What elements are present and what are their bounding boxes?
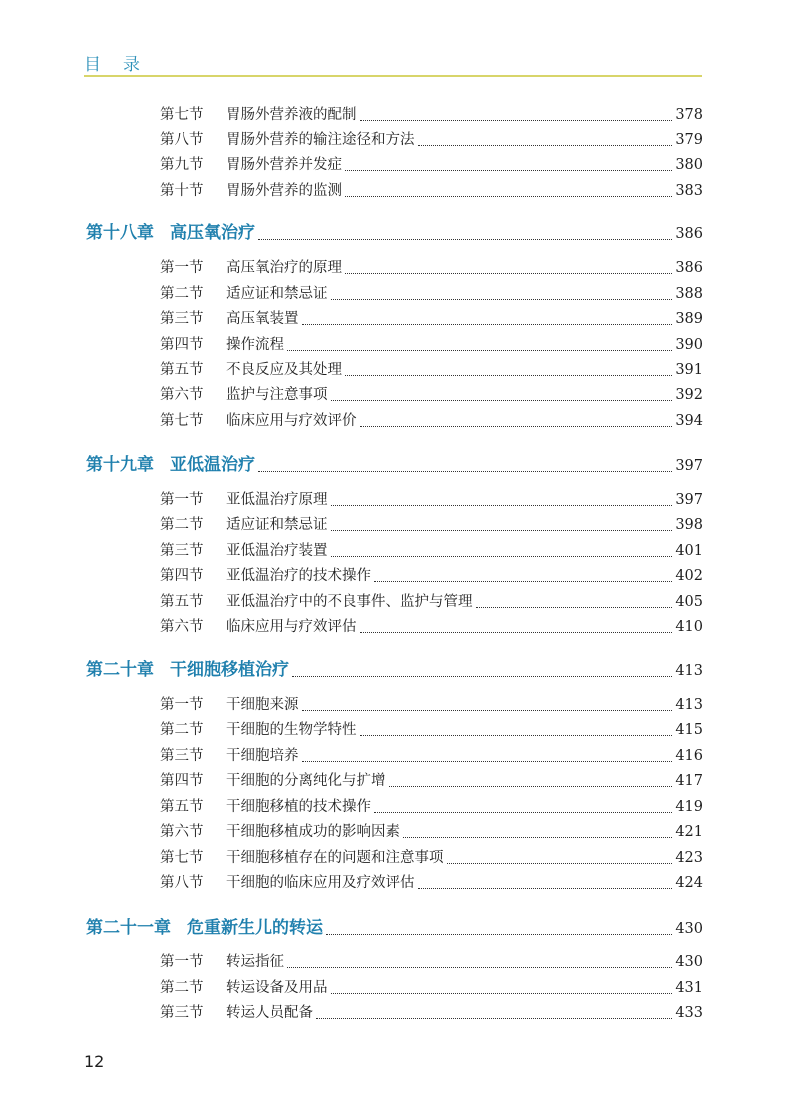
chapter-number: 第二十章 bbox=[86, 660, 154, 680]
header-title: 目录 bbox=[84, 55, 162, 75]
toc-chapter-entry[interactable] bbox=[86, 218, 703, 244]
section-number: 第九节 bbox=[160, 157, 204, 173]
section-number: 第七节 bbox=[160, 850, 204, 866]
section-number: 第一节 bbox=[160, 492, 204, 508]
leader-dots bbox=[447, 863, 673, 864]
leader-dots bbox=[331, 505, 673, 506]
section-number: 第三节 bbox=[160, 748, 204, 764]
page-number: 397 bbox=[675, 458, 703, 474]
section-number: 第六节 bbox=[160, 824, 204, 840]
section-number: 第四节 bbox=[160, 337, 204, 353]
section-title: 适应证和禁忌证 bbox=[226, 286, 328, 302]
leader-dots bbox=[292, 676, 672, 677]
toc-section-entry[interactable] bbox=[160, 820, 703, 842]
page-number: 392 bbox=[675, 387, 703, 403]
toc-section-entry[interactable] bbox=[160, 409, 703, 431]
chapter-title: 高压氧治疗 bbox=[170, 223, 255, 243]
section-title: 临床应用与疗效评估 bbox=[226, 619, 357, 635]
page-number: 397 bbox=[675, 492, 703, 508]
page-number: 398 bbox=[675, 517, 703, 533]
page-number: 383 bbox=[675, 183, 703, 199]
section-number: 第五节 bbox=[160, 594, 204, 610]
toc-section-entry[interactable] bbox=[160, 693, 703, 715]
chapter-number: 第十九章 bbox=[86, 455, 154, 475]
leader-dots bbox=[345, 273, 672, 274]
section-title: 不良反应及其处理 bbox=[226, 362, 342, 378]
leader-dots bbox=[302, 710, 673, 711]
section-number: 第三节 bbox=[160, 543, 204, 559]
toc-section-entry[interactable] bbox=[160, 153, 703, 175]
section-title: 亚低温治疗装置 bbox=[226, 543, 328, 559]
section-title: 亚低温治疗原理 bbox=[226, 492, 328, 508]
toc-chapter-entry[interactable] bbox=[86, 655, 703, 681]
toc-section-entry[interactable] bbox=[160, 1001, 703, 1023]
leader-dots bbox=[418, 145, 673, 146]
toc-section-entry[interactable] bbox=[160, 718, 703, 740]
leader-dots bbox=[403, 837, 672, 838]
toc-section-entry[interactable] bbox=[160, 590, 703, 612]
section-number: 第二节 bbox=[160, 286, 204, 302]
page-number: 417 bbox=[675, 773, 703, 789]
leader-dots bbox=[374, 812, 672, 813]
section-title: 胃肠外营养并发症 bbox=[226, 157, 342, 173]
section-number: 第六节 bbox=[160, 619, 204, 635]
section-title: 监护与注意事项 bbox=[226, 387, 328, 403]
leader-dots bbox=[287, 967, 672, 968]
toc-section-entry[interactable] bbox=[160, 383, 703, 405]
page-number: 431 bbox=[675, 980, 703, 996]
section-title: 干细胞的生物学特性 bbox=[226, 722, 357, 738]
leader-dots bbox=[302, 761, 673, 762]
footer-page-number: 12 bbox=[84, 1052, 105, 1071]
section-number: 第六节 bbox=[160, 387, 204, 403]
section-title: 干细胞的临床应用及疗效评估 bbox=[226, 875, 415, 891]
section-number: 第八节 bbox=[160, 875, 204, 891]
page-number: 423 bbox=[675, 850, 703, 866]
page-number: 379 bbox=[675, 132, 703, 148]
toc-section-entry[interactable] bbox=[160, 358, 703, 380]
leader-dots bbox=[360, 426, 673, 427]
toc-section-entry[interactable] bbox=[160, 795, 703, 817]
page-number: 413 bbox=[675, 663, 703, 679]
section-title: 干细胞的分离纯化与扩增 bbox=[226, 773, 386, 789]
leader-dots bbox=[360, 735, 673, 736]
leader-dots bbox=[258, 239, 672, 240]
section-number: 第三节 bbox=[160, 311, 204, 327]
leader-dots bbox=[326, 934, 672, 935]
chapter-number: 第二十一章 bbox=[86, 918, 171, 938]
leader-dots bbox=[331, 299, 673, 300]
section-title: 胃肠外营养液的配制 bbox=[226, 107, 357, 123]
section-number: 第十节 bbox=[160, 183, 204, 199]
section-number: 第七节 bbox=[160, 413, 204, 429]
toc-section-entry[interactable] bbox=[160, 539, 703, 561]
leader-dots bbox=[331, 993, 673, 994]
section-title: 适应证和禁忌证 bbox=[226, 517, 328, 533]
page-number: 390 bbox=[675, 337, 703, 353]
page-number: 378 bbox=[675, 107, 703, 123]
section-title: 干细胞来源 bbox=[226, 697, 299, 713]
leader-dots bbox=[331, 530, 673, 531]
section-title: 亚低温治疗中的不良事件、监护与管理 bbox=[226, 594, 473, 610]
page-number: 433 bbox=[675, 1005, 703, 1021]
chapter-title: 危重新生儿的转运 bbox=[187, 918, 323, 938]
toc-section-entry[interactable] bbox=[160, 744, 703, 766]
leader-dots bbox=[374, 581, 672, 582]
section-title: 转运指征 bbox=[226, 954, 284, 970]
section-title: 胃肠外营养的输注途径和方法 bbox=[226, 132, 415, 148]
page-number: 405 bbox=[675, 594, 703, 610]
toc-section-entry[interactable] bbox=[160, 846, 703, 868]
section-number: 第五节 bbox=[160, 799, 204, 815]
page-number: 430 bbox=[675, 921, 703, 937]
page-number: 391 bbox=[675, 362, 703, 378]
section-title: 高压氧装置 bbox=[226, 311, 299, 327]
section-number: 第二节 bbox=[160, 517, 204, 533]
page-number: 388 bbox=[675, 286, 703, 302]
page-number: 419 bbox=[675, 799, 703, 815]
leader-dots bbox=[389, 786, 673, 787]
leader-dots bbox=[331, 400, 673, 401]
leader-dots bbox=[302, 324, 673, 325]
section-number: 第一节 bbox=[160, 260, 204, 276]
toc-section-entry[interactable] bbox=[160, 488, 703, 510]
section-title: 临床应用与疗效评价 bbox=[226, 413, 357, 429]
page-number: 386 bbox=[675, 226, 703, 242]
leader-dots bbox=[331, 556, 673, 557]
leader-dots bbox=[316, 1018, 672, 1019]
toc-chapter-entry[interactable] bbox=[86, 913, 703, 939]
toc-section-entry[interactable] bbox=[160, 282, 703, 304]
section-number: 第二节 bbox=[160, 722, 204, 738]
section-title: 干细胞移植成功的影响因素 bbox=[226, 824, 400, 840]
section-title: 干细胞移植的技术操作 bbox=[226, 799, 371, 815]
section-title: 亚低温治疗的技术操作 bbox=[226, 568, 371, 584]
section-number: 第八节 bbox=[160, 132, 204, 148]
toc-section-entry[interactable] bbox=[160, 976, 703, 998]
page-number: 389 bbox=[675, 311, 703, 327]
leader-dots bbox=[345, 375, 672, 376]
chapter-title: 亚低温治疗 bbox=[170, 455, 255, 475]
section-number: 第一节 bbox=[160, 697, 204, 713]
leader-dots bbox=[345, 196, 672, 197]
page-number: 421 bbox=[675, 824, 703, 840]
toc-section-entry[interactable] bbox=[160, 769, 703, 791]
page-number: 401 bbox=[675, 543, 703, 559]
section-number: 第三节 bbox=[160, 1005, 204, 1021]
leader-dots bbox=[287, 350, 672, 351]
section-number: 第四节 bbox=[160, 568, 204, 584]
toc-section-entry[interactable] bbox=[160, 615, 703, 637]
page-number: 410 bbox=[675, 619, 703, 635]
section-number: 第二节 bbox=[160, 980, 204, 996]
page-number: 416 bbox=[675, 748, 703, 764]
toc-section-entry[interactable] bbox=[160, 333, 703, 355]
toc-section-entry[interactable] bbox=[160, 256, 703, 278]
chapter-number: 第十八章 bbox=[86, 223, 154, 243]
section-number: 第四节 bbox=[160, 773, 204, 789]
section-title: 干细胞培养 bbox=[226, 748, 299, 764]
section-number: 第一节 bbox=[160, 954, 204, 970]
section-number: 第七节 bbox=[160, 107, 204, 123]
toc-section-entry[interactable] bbox=[160, 871, 703, 893]
leader-dots bbox=[360, 120, 673, 121]
toc-chapter-entry[interactable] bbox=[86, 450, 703, 476]
page-number: 430 bbox=[675, 954, 703, 970]
toc-section-entry[interactable] bbox=[160, 950, 703, 972]
toc-section-entry[interactable] bbox=[160, 513, 703, 535]
leader-dots bbox=[258, 471, 672, 472]
page-number: 424 bbox=[675, 875, 703, 891]
section-title: 转运人员配备 bbox=[226, 1005, 313, 1021]
leader-dots bbox=[360, 632, 673, 633]
section-number: 第五节 bbox=[160, 362, 204, 378]
section-title: 转运设备及用品 bbox=[226, 980, 328, 996]
page-number: 380 bbox=[675, 157, 703, 173]
section-title: 高压氧治疗的原理 bbox=[226, 260, 342, 276]
section-title: 胃肠外营养的监测 bbox=[226, 183, 342, 199]
toc-section-entry[interactable] bbox=[160, 307, 703, 329]
toc-section-entry[interactable] bbox=[160, 179, 703, 201]
section-title: 干细胞移植存在的问题和注意事项 bbox=[226, 850, 444, 866]
toc-section-entry[interactable] bbox=[160, 103, 703, 125]
leader-dots bbox=[476, 607, 673, 608]
page-number: 386 bbox=[675, 260, 703, 276]
leader-dots bbox=[345, 170, 672, 171]
page-number: 402 bbox=[675, 568, 703, 584]
chapter-title: 干细胞移植治疗 bbox=[170, 660, 289, 680]
page-number: 415 bbox=[675, 722, 703, 738]
toc-section-entry[interactable] bbox=[160, 128, 703, 150]
page-number: 413 bbox=[675, 697, 703, 713]
page-number: 394 bbox=[675, 413, 703, 429]
section-title: 操作流程 bbox=[226, 337, 284, 353]
toc-section-entry[interactable] bbox=[160, 564, 703, 586]
leader-dots bbox=[418, 888, 673, 889]
